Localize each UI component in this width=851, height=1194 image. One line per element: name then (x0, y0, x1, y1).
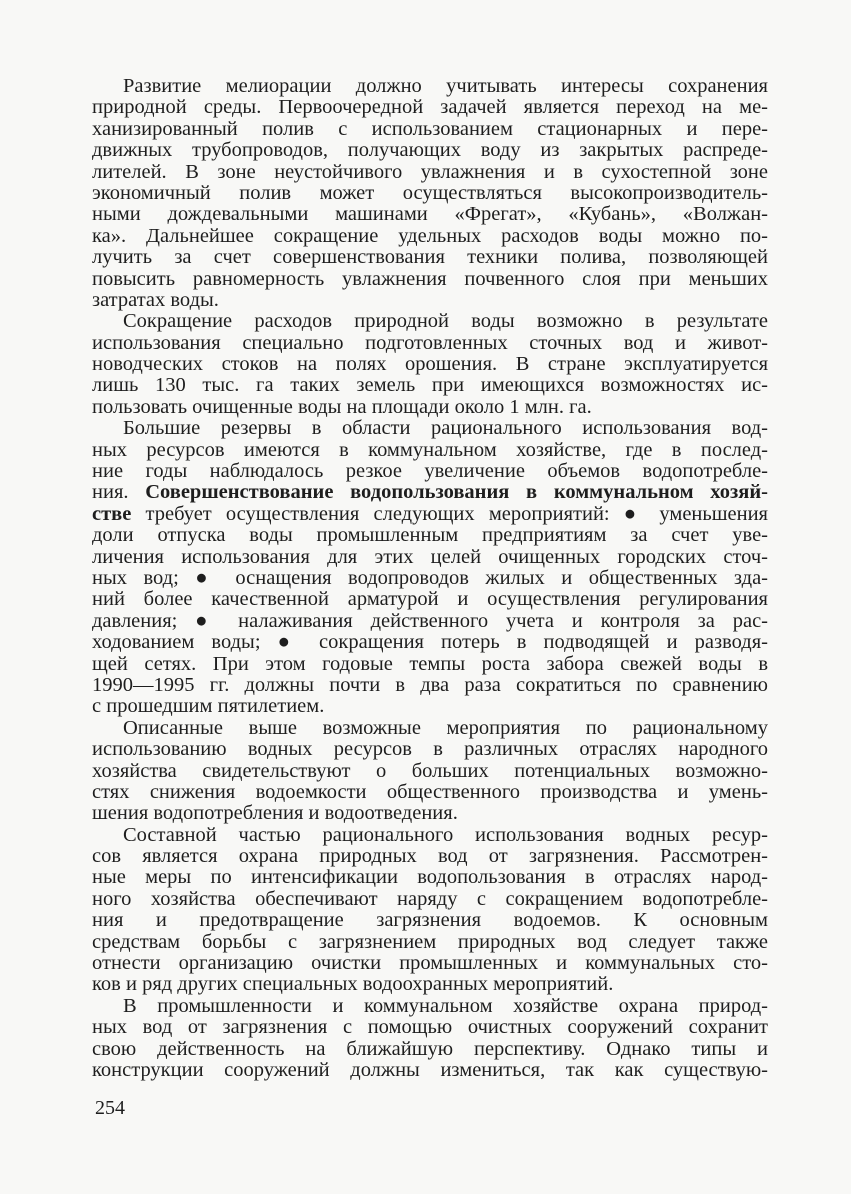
text-line: конструкции сооружений должны измениться, так как существую- (92, 1059, 768, 1081)
text-line: затратах воды. (92, 289, 219, 311)
text-line: ние годы наблюдалось резкое увеличение объемов водопотребле- (92, 461, 768, 483)
body-text (92, 76, 768, 1081)
text-line: ния и предотвращение загрязнения водоемов. К основным (92, 910, 768, 932)
text-line: ний более качественной арматурой и осуществления регулирования (92, 589, 768, 611)
text-line: ходованием воды; ● сокращения потерь в подводящей и разводя- (92, 632, 768, 654)
text-line: движных трубопроводов, получающих воду из закрытых распреде- (92, 140, 768, 162)
text-line: лучить за счет совершенствования техники полива, позволяющей (92, 247, 768, 269)
text-line: новодческих стоков на полях орошения. В стране эксплуатируется (92, 354, 768, 376)
text-segment: требует осуществления следующих мероприятий: ● уменьшения (131, 503, 768, 525)
text-segment: ния. (92, 482, 146, 504)
paragraph (92, 418, 768, 717)
text-line: Развитие мелиорации должно учитывать интересы сохранения (123, 76, 768, 97)
text-line: ными дождевальными машинами «Фрегат», «Кубань», «Волжан- (92, 204, 768, 226)
text-line: повысить равномерность увлажнения почвенного слоя при меньших (92, 268, 768, 290)
text-line: использованию водных ресурсов в различных отраслях народного (92, 739, 768, 761)
text-line: шения водопотребления и водоотведения. (92, 803, 458, 825)
bold-heading-text: Совершенствование водопользования в коммунальном хозяй- (145, 482, 768, 504)
text-line: ных ресурсов имеются в коммунальном хозяйстве, где в послед- (92, 439, 768, 461)
paragraph (92, 311, 768, 418)
text-line: стях снижения водоемкости общественного производства и умень- (92, 781, 768, 803)
text-line: экономичный полив может осуществляться высокопроизводитель- (92, 182, 768, 204)
text-line: Описанные выше возможные мероприятия по рациональному (123, 717, 768, 739)
text-line: хозяйства свидетельствуют о больших потенциальных возможно- (92, 760, 768, 782)
text-line (92, 482, 768, 503)
text-line: лишь 130 тыс. га таких земель при имеющихся возможностях ис- (92, 375, 768, 397)
text-line: сов является охрана природных вод от загрязнения. Рассмотрен- (92, 846, 768, 868)
text-line: ных вод от загрязнения с помощью очистных сооружений сохранит (92, 1017, 768, 1039)
paragraph (92, 718, 768, 825)
text-line: лителей. В зоне неустойчивого увлажнения и в сухостепной зоне (92, 161, 768, 183)
text-line: давления; ● налаживания действенного учета и контроля за рас- (92, 610, 768, 632)
text-line: 1990—1995 гг. должны почти в два раза сократиться по сравнению (92, 674, 768, 696)
text-line: ные меры по интенсификации водопользования в отраслях народ- (92, 867, 768, 889)
text-line: доли отпуска воды промышленным предприятиям за счет уве- (92, 525, 768, 547)
text-line (92, 504, 768, 525)
text-line: личения использования для этих целей очищенных городских сточ- (92, 546, 768, 568)
text-line: природной среды. Первоочередной задачей является переход на ме- (92, 97, 768, 119)
text-line: Составной частью рационального использования водных ресур- (123, 824, 768, 846)
text-line: Сокращение расходов природной воды возможно в результате (123, 311, 768, 333)
text-line: свою действенность на ближайшую перспективу. Однако типы и (92, 1038, 768, 1060)
paragraph (92, 825, 768, 996)
text-line: щей сетях. При этом годовые темпы роста забора свежей воды в (92, 653, 768, 675)
text-line: ханизированный полив с использованием стационарных и пере- (92, 118, 768, 140)
text-line: использования специально подготовленных сточных вод и живот- (92, 332, 768, 354)
bold-heading-text: стве (92, 503, 132, 525)
text-line: ного хозяйства обеспечивают наряду с сокращением водопотребле- (92, 888, 768, 910)
paragraph (92, 996, 768, 1082)
text-line: с прошедшим пятилетием. (92, 696, 325, 718)
text-line: ков и ряд других специальных водоохранных мероприятий. (92, 974, 614, 996)
text-line: ка». Дальнейшее сокращение удельных расходов воды можно по- (92, 225, 768, 247)
text-line: ных вод; ● оснащения водопроводов жилых и общественных зда- (92, 567, 768, 589)
page-number: 254 (95, 1097, 125, 1119)
text-line: отнести организацию очистки промышленных и коммунальных сто- (92, 953, 768, 975)
text-line: Большие резервы в области рационального использования вод- (123, 418, 768, 440)
text-line: пользовать очищенные воды на площади около 1 млн. га. (92, 396, 592, 418)
text-line: средствам борьбы с загрязнением природных вод следует также (92, 931, 768, 953)
text-line: В промышленности и коммунальном хозяйстве охрана природ- (123, 995, 768, 1017)
paragraph (92, 76, 768, 311)
